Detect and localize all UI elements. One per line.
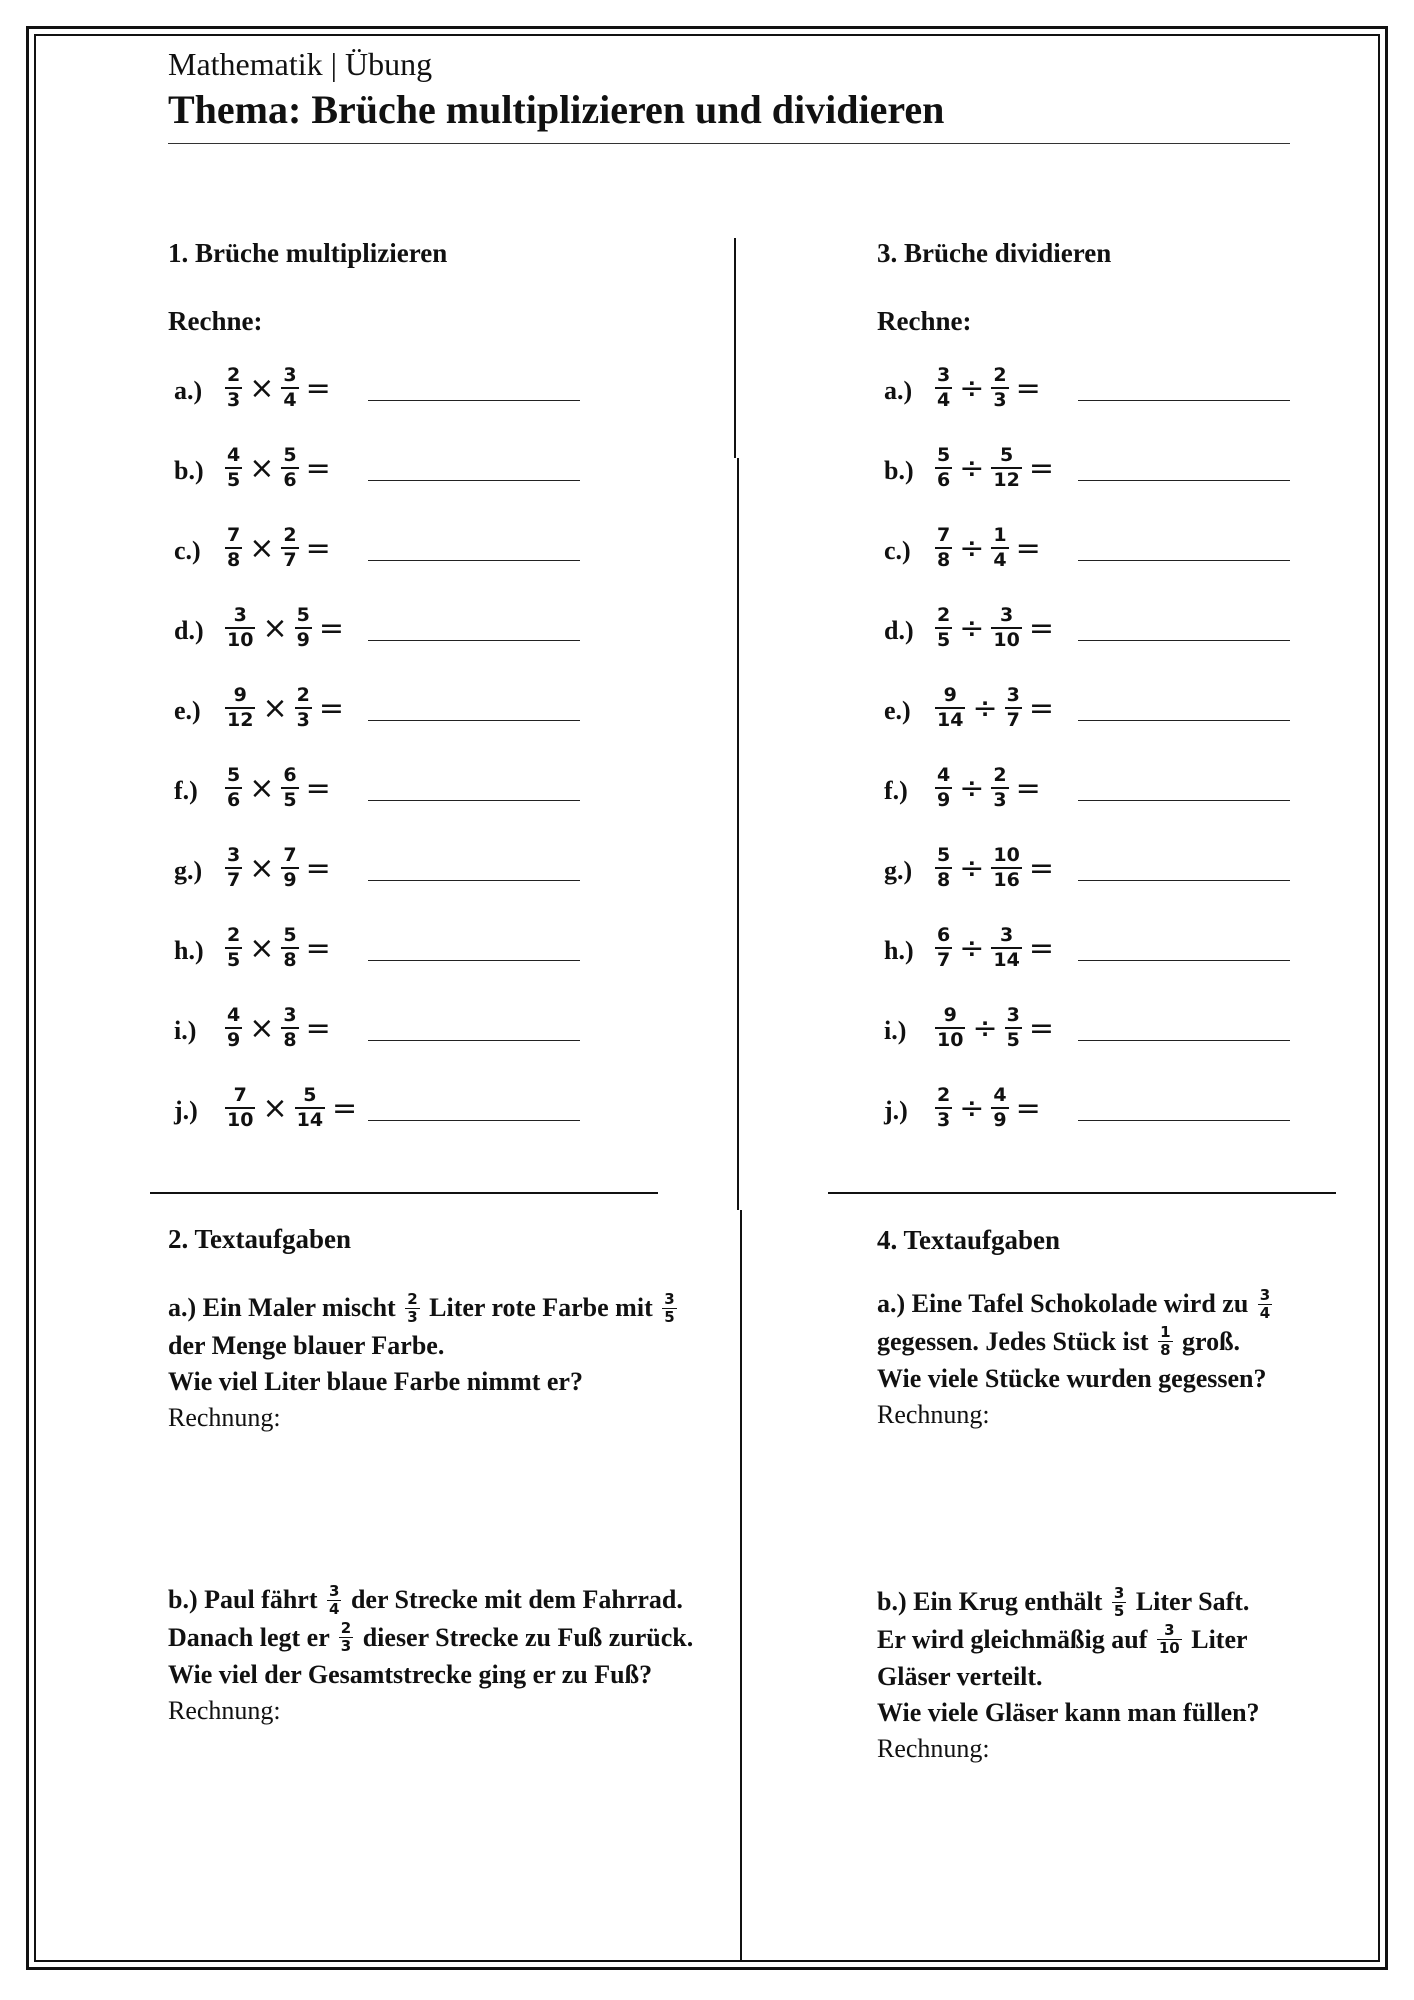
exercise-row (884, 516, 1298, 586)
exercise-row (174, 756, 588, 826)
fraction-expression (222, 916, 331, 980)
fraction-expression (222, 1076, 357, 1140)
operator-symbol: ÷ (959, 770, 985, 806)
fraction: $\frac{2}{5}$ (937, 604, 951, 651)
operator-symbol: × (249, 930, 275, 966)
exercise-label: g.) (174, 856, 203, 885)
fraction: $\frac{5}{8}$ (283, 924, 297, 971)
equals-sign: = (305, 930, 331, 966)
operator-symbol: ÷ (959, 610, 985, 646)
section-title-word-problems-right: 4. Textaufgaben (877, 1225, 1061, 1255)
operator-symbol: ÷ (959, 850, 985, 886)
answer-blank[interactable] (368, 1120, 580, 1121)
calculation-label: Rechnung: (877, 1400, 990, 1430)
fraction: $\frac{2}{3}$ (937, 1084, 951, 1131)
fraction: $\frac{5}{9}$ (296, 604, 310, 651)
fraction: $\frac{2}{3}$ (227, 364, 241, 411)
exercise-row (884, 996, 1298, 1066)
column-divider-middle (737, 458, 739, 1210)
answer-blank[interactable] (1078, 1120, 1290, 1121)
equals-sign: = (332, 1090, 358, 1126)
operator-symbol: × (249, 770, 275, 806)
section-divider-left (150, 1192, 658, 1194)
equals-sign: = (305, 1010, 331, 1046)
exercise-row (174, 916, 588, 986)
fraction-expression (222, 836, 331, 900)
fraction: $\frac{7}{9}$ (283, 844, 297, 891)
fraction: $\frac{1}{8}$ (1160, 1323, 1171, 1360)
operator-symbol: ÷ (972, 1010, 998, 1046)
calculation-label: Rechnung: (168, 1696, 281, 1726)
fraction-expression (222, 356, 331, 420)
operator-symbol: × (262, 690, 288, 726)
answer-blank[interactable] (1078, 880, 1290, 881)
operator-symbol: × (249, 1010, 275, 1046)
equals-sign: = (1028, 450, 1054, 486)
fraction: $\frac{3}{5}$ (1113, 1583, 1125, 1620)
answer-blank[interactable] (1078, 800, 1290, 801)
fraction: $\frac{2}{3}$ (296, 684, 310, 731)
word-problem-2b (168, 1582, 693, 1729)
fraction: $\frac{2}{5}$ (227, 924, 241, 971)
fraction-expression (932, 836, 1054, 900)
answer-blank[interactable] (1078, 480, 1290, 481)
exercise-label: d.) (884, 616, 914, 645)
instruction-divide: Rechne: (877, 306, 972, 336)
answer-blank[interactable] (368, 640, 580, 641)
fraction: $\frac{5}{12}$ (993, 444, 1020, 491)
equals-sign: = (318, 690, 344, 726)
fraction: $\frac{9}{14}$ (937, 684, 964, 731)
section-title-word-problems-left: 2. Textaufgaben (168, 1224, 352, 1254)
exercise-label: h.) (174, 936, 204, 965)
fraction: $\frac{4}{9}$ (937, 764, 951, 811)
exercise-label: i.) (884, 1016, 907, 1045)
equals-sign: = (1028, 610, 1054, 646)
header-divider (168, 143, 1290, 144)
fraction: $\frac{10}{16}$ (993, 844, 1020, 891)
word-problem-2a-line2: der Menge blauer Farbe. (168, 1330, 445, 1360)
fraction: $\frac{3}{7}$ (1006, 684, 1020, 731)
fraction: $\frac{9}{12}$ (227, 684, 254, 731)
fraction: $\frac{3}{8}$ (283, 1004, 297, 1051)
exercise-label: j.) (884, 1096, 908, 1125)
exercise-label: f.) (174, 776, 198, 805)
equals-sign: = (1015, 370, 1041, 406)
word-problem-2a (168, 1290, 680, 1436)
section-title-divide: 3. Brüche dividieren (877, 238, 1112, 268)
exercise-label: c.) (884, 536, 911, 565)
fraction-expression (932, 916, 1054, 980)
word-problem-2a-question: Wie viel Liter blaue Farbe nimmt er? (168, 1366, 583, 1396)
fraction: $\frac{3}{4}$ (937, 364, 951, 411)
fraction: $\frac{7}{8}$ (937, 524, 951, 571)
column-divider-bottom (740, 1210, 742, 1962)
fraction: $\frac{2}{3}$ (993, 364, 1007, 411)
exercise-row (174, 436, 588, 506)
fraction-expression (932, 1076, 1041, 1140)
fraction: $\frac{2}{3}$ (993, 764, 1007, 811)
answer-blank[interactable] (1078, 1040, 1290, 1041)
exercise-label: b.) (174, 456, 204, 485)
equals-sign: = (1015, 1090, 1041, 1126)
exercise-row (884, 596, 1298, 666)
fraction: $\frac{3}{10}$ (993, 604, 1020, 651)
exercise-label: c.) (174, 536, 201, 565)
fraction-expression (932, 356, 1041, 420)
operator-symbol: ÷ (959, 1090, 985, 1126)
fraction: $\frac{3}{4}$ (329, 1581, 340, 1618)
operator-symbol: ÷ (959, 530, 985, 566)
operator-symbol: × (262, 610, 288, 646)
fraction-expression (932, 436, 1054, 500)
fraction-expression (932, 596, 1054, 660)
fraction: $\frac{9}{10}$ (937, 1004, 964, 1051)
fraction: $\frac{5}{6}$ (937, 444, 951, 491)
answer-blank[interactable] (1078, 640, 1290, 641)
equals-sign: = (305, 450, 331, 486)
exercise-label: a.) (174, 376, 203, 405)
exercise-row (884, 436, 1298, 506)
operator-symbol: ÷ (959, 450, 985, 486)
word-problem-4b-line3: Gläser verteilt. (877, 1662, 1043, 1692)
fraction-expression (932, 756, 1041, 820)
fraction: $\frac{7}{10}$ (227, 1084, 254, 1131)
fraction: $\frac{2}{3}$ (407, 1289, 418, 1326)
equals-sign: = (305, 770, 331, 806)
word-problem-2a-line1: a.) Ein Maler mischt $\frac{2}{3}$ Liter rote Farbe mit $\frac{3}{5}$ (168, 1289, 675, 1326)
equals-sign: = (1028, 1010, 1054, 1046)
operator-symbol: × (249, 370, 275, 406)
fraction: $\frac{4}{5}$ (227, 444, 241, 491)
fraction: $\frac{7}{8}$ (227, 524, 241, 571)
fraction: $\frac{3}{10}$ (227, 604, 254, 651)
fraction: $\frac{1}{4}$ (993, 524, 1007, 571)
fraction-expression (222, 436, 331, 500)
equals-sign: = (1015, 770, 1041, 806)
subject-line: Mathematik | Übung (168, 46, 433, 82)
word-problem-4b-line2: Er wird gleichmäßig auf $\frac{3}{10}$ Liter (877, 1621, 1248, 1658)
fraction-expression (222, 996, 331, 1060)
operator-symbol: × (262, 1090, 288, 1126)
equals-sign: = (1028, 930, 1054, 966)
answer-blank[interactable] (1078, 960, 1290, 961)
exercise-row (174, 836, 588, 906)
equals-sign: = (305, 850, 331, 886)
fraction-expression (222, 676, 344, 740)
equals-sign: = (318, 610, 344, 646)
fraction: $\frac{3}{14}$ (993, 924, 1020, 971)
word-problem-4b-question: Wie viele Gläser kann man füllen? (877, 1698, 1260, 1728)
section-title-multiply: 1. Brüche multiplizieren (168, 238, 448, 268)
fraction: $\frac{5}{6}$ (227, 764, 241, 811)
answer-blank[interactable] (1078, 720, 1290, 721)
equals-sign: = (305, 530, 331, 566)
exercise-label: e.) (174, 696, 201, 725)
word-problem-4b-line1: b.) Ein Krug enthält $\frac{3}{5}$ Liter Saft. (877, 1583, 1250, 1620)
exercise-label: a.) (884, 376, 913, 405)
exercise-label: d.) (174, 616, 204, 645)
exercise-row (174, 1076, 588, 1146)
exercise-row (884, 356, 1298, 426)
fraction: $\frac{3}{5}$ (1006, 1004, 1020, 1051)
equals-sign: = (1015, 530, 1041, 566)
word-problem-4a-question: Wie viele Stücke wurden gegessen? (877, 1364, 1267, 1394)
answer-blank[interactable] (368, 880, 580, 881)
exercise-row (174, 676, 588, 746)
exercise-label: g.) (884, 856, 913, 885)
operator-symbol: ÷ (959, 370, 985, 406)
exercise-row (174, 996, 588, 1066)
exercise-row (174, 516, 588, 586)
word-problem-4a-line1: a.) Eine Tafel Schokolade wird zu $\frac{3}{4}$ (877, 1285, 1271, 1322)
fraction-expression (222, 516, 331, 580)
answer-blank[interactable] (368, 560, 580, 561)
word-problem-4b (877, 1584, 1260, 1767)
word-problem-2b-question: Wie viel der Gesamtstrecke ging er zu Fuß? (168, 1660, 653, 1690)
page-title: Thema: Brüche multiplizieren und dividieren (168, 87, 945, 132)
exercise-row (174, 356, 588, 426)
exercise-label: f.) (884, 776, 908, 805)
fraction: $\frac{6}{5}$ (283, 764, 297, 811)
instruction-multiply: Rechne: (168, 306, 263, 336)
word-problem-2b-line2: Danach legt er $\frac{2}{3}$ dieser Strecke zu Fuß zurück. (168, 1619, 694, 1656)
fraction-expression (222, 596, 344, 660)
equals-sign: = (1028, 690, 1054, 726)
fraction: $\frac{3}{4}$ (1259, 1285, 1271, 1322)
answer-blank[interactable] (368, 720, 580, 721)
fraction: $\frac{5}{8}$ (937, 844, 951, 891)
answer-blank[interactable] (1078, 560, 1290, 561)
column-divider-top (734, 238, 736, 458)
answer-blank[interactable] (368, 400, 580, 401)
exercise-row (884, 916, 1298, 986)
calculation-label: Rechnung: (168, 1402, 281, 1432)
operator-symbol: × (249, 850, 275, 886)
fraction: $\frac{3}{7}$ (227, 844, 241, 891)
exercise-row (884, 836, 1298, 906)
calculation-label: Rechnung: (877, 1734, 990, 1764)
fraction: $\frac{3}{5}$ (664, 1289, 675, 1326)
exercise-label: b.) (884, 456, 914, 485)
exercise-label: e.) (884, 696, 911, 725)
answer-blank[interactable] (368, 480, 580, 481)
operator-symbol: × (249, 450, 275, 486)
answer-blank[interactable] (368, 960, 580, 961)
fraction: $\frac{2}{3}$ (340, 1619, 352, 1656)
exercise-row (884, 756, 1298, 826)
word-problem-4a-line2: gegessen. Jedes Stück ist $\frac{1}{8}$ groß. (877, 1323, 1241, 1360)
exercise-row (174, 596, 588, 666)
fraction-expression (932, 516, 1041, 580)
answer-blank[interactable] (1078, 400, 1290, 401)
fraction-expression (222, 756, 331, 820)
fraction-expression (932, 676, 1054, 740)
exercise-label: j.) (174, 1096, 198, 1125)
exercise-row (884, 676, 1298, 746)
fraction: $\frac{5}{6}$ (283, 444, 297, 491)
fraction-expression (932, 996, 1054, 1060)
word-problem-2b-line1: b.) Paul fährt $\frac{3}{4}$ der Strecke mit dem Fahrrad. (168, 1581, 683, 1618)
fraction: $\frac{5}{14}$ (296, 1084, 324, 1131)
equals-sign: = (305, 370, 331, 406)
fraction: $\frac{4}{9}$ (227, 1004, 241, 1051)
exercise-label: i.) (174, 1016, 197, 1045)
operator-symbol: ÷ (959, 930, 985, 966)
fraction: $\frac{2}{7}$ (283, 524, 297, 571)
section-divider-right (828, 1192, 1336, 1194)
answer-blank[interactable] (368, 800, 580, 801)
operator-symbol: ÷ (972, 690, 998, 726)
exercise-row (884, 1076, 1298, 1146)
fraction: $\frac{3}{10}$ (1158, 1621, 1180, 1658)
answer-blank[interactable] (368, 1040, 580, 1041)
fraction: $\frac{6}{7}$ (937, 924, 951, 971)
fraction: $\frac{3}{4}$ (283, 364, 297, 411)
operator-symbol: × (249, 530, 275, 566)
word-problem-4a (877, 1286, 1275, 1433)
exercise-label: h.) (884, 936, 914, 965)
equals-sign: = (1028, 850, 1054, 886)
fraction: $\frac{4}{9}$ (993, 1084, 1007, 1131)
